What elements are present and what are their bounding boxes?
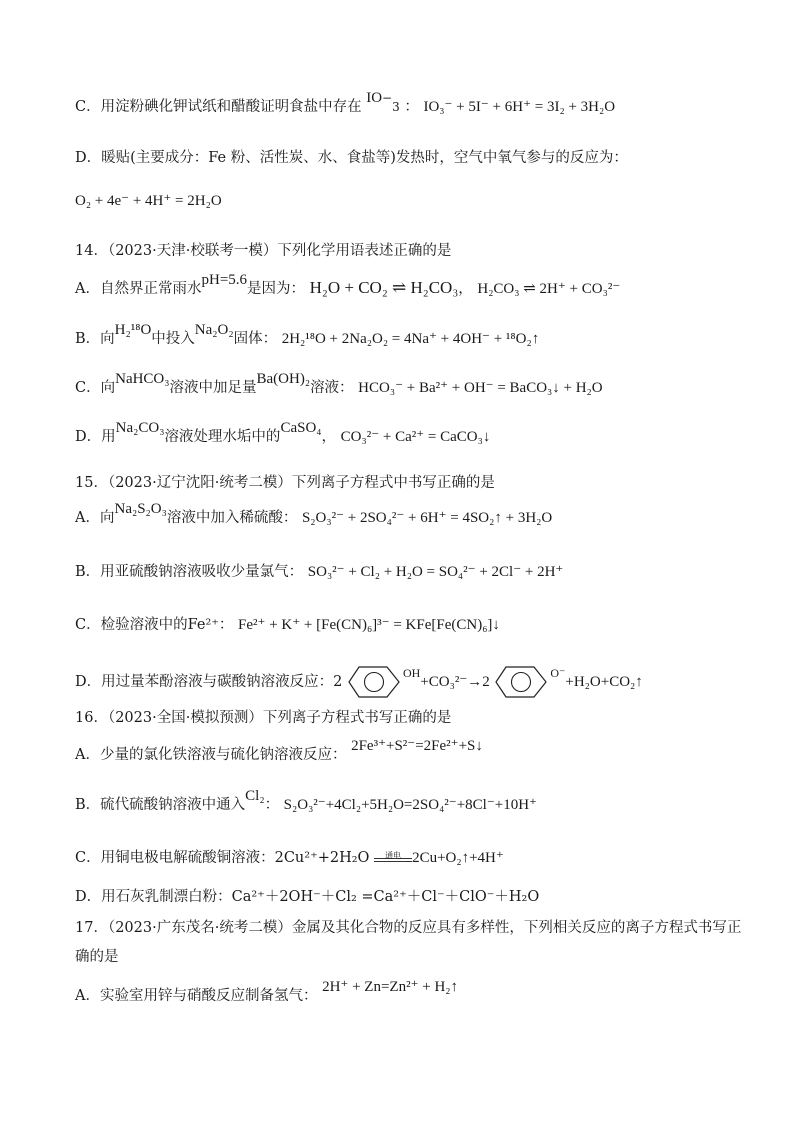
- iodate-formula: IO: [366, 90, 383, 106]
- equation-16c: 2Cu+O₂↑+4H⁺: [412, 850, 504, 866]
- option-13d: D．暖贴(主要成分：Fe 粉、活性炭、水、食盐等)发热时，空气中氧气参与的反应为：: [75, 150, 628, 166]
- option-15c: C．检验溶液中的Fe²⁺： Fe²⁺ + K⁺ + [Fe(CN)₆]³⁻ = KFe[Fe(CN)₆]↓: [75, 617, 500, 633]
- equation-13c: IO₃⁻ + 5I⁻ + 6H⁺ = 3I₂ + 3H₂O: [423, 99, 616, 115]
- question-17-line2: 确的是: [75, 949, 119, 965]
- equation-14d: CO₃²⁻ + Ca²⁺ = CaCO₃↓: [340, 429, 491, 445]
- option-16a: A．少量的氯化铁溶液与硫化钠溶液反应： 2Fe³⁺+S²⁻=2Fe²⁺+S↓: [75, 738, 483, 763]
- equation-15c: Fe²⁺ + K⁺ + [Fe(CN)₆]³⁻ = KFe[Fe(CN)₆]↓: [238, 617, 500, 633]
- option-16d: D．用石灰乳制漂白粉：Ca²⁺＋2OH⁻＋Cl₂ =Ca²⁺＋Cl⁻＋ClO⁻＋H₂O: [75, 889, 540, 905]
- option-14b: B．向H₂¹⁸O中投入Na₂O₂固体： 2H₂¹⁸O + 2Na₂O₂ = 4Na⁺ + 4OH⁻ + ¹⁸O₂↑: [75, 322, 540, 347]
- option-15b: B．用亚硫酸钠溶液吸收少量氯气： SO₃²⁻ + Cl₂ + H₂O = SO₄²⁻ + 2Cl⁻ + 2H⁺: [75, 564, 564, 580]
- benzene-ring-icon: [347, 664, 403, 700]
- option-15a: A．向Na₂S₂O₃溶液中加入稀硫酸： S₂O₃²⁻ + 2SO₄²⁻ + 6H⁺ = 4SO₂↑ + 3H₂O: [75, 501, 553, 526]
- option-14a: A．自然界正常雨水pH=5.6是因为： H₂O + CO₂ ⇌ H₂CO₃， H₂CO₃ ⇌ 2H⁺ + CO₃²⁻: [75, 272, 621, 297]
- option-16c: C．用铜电极电解硫酸铜溶液：2Cu²⁺+2H₂O 通电 2Cu+O₂↑+4H⁺: [75, 850, 504, 866]
- equation-14a-2: H₂CO₃ ⇌ 2H⁺ + CO₃²⁻: [477, 281, 621, 297]
- question-14: 14．（2023·天津·校联考一模）下列化学用语表述正确的是: [75, 243, 452, 259]
- option-14d: D．用Na₂CO₃溶液处理水垢中的CaSO₄， CO₃²⁻ + Ca²⁺ = CaCO₃↓: [75, 420, 491, 445]
- option-15d: D．用过量苯酚溶液与碳酸钠溶液反应：2 $^{OH}$+CO₃²⁻→2 $^{O^-}$+H₂O+CO₂↑: [75, 664, 643, 700]
- equation-14b: 2H₂¹⁸O + 2Na₂O₂ = 4Na⁺ + 4OH⁻ + ¹⁸O₂↑: [281, 331, 540, 347]
- equation-14c: HCO₃⁻ + Ba²⁺ + OH⁻ = BaCO₃↓ + H₂O: [358, 380, 603, 396]
- equation-15a: S₂O₃²⁻ + 2SO₄²⁻ + 6H⁺ = 4SO₂↑ + 3H₂O: [301, 510, 553, 526]
- option-13c: C．用淀粉碘化钾试纸和醋酸证明食盐中存在 IO−3 ： IO₃⁻ + 5I⁻ + 6H⁺ = 3I₂ + 3H₂O: [75, 90, 616, 115]
- question-16: 16．（2023·全国·模拟预测）下列离子方程式书写正确的是: [75, 710, 452, 726]
- question-17: 17．（2023·广东茂名·统考二模）金属及其化合物的反应具有多样性，下列相关反应的离子方程式书写正: [75, 920, 742, 936]
- equation-14a-1: H₂O + CO₂ ⇌ H₂CO₃: [309, 278, 459, 297]
- option-14c: C．向NaHCO₃溶液中加足量Ba(OH)₂溶液： HCO₃⁻ + Ba²⁺ + OH⁻ = BaCO₃↓ + H₂O: [75, 371, 603, 396]
- equation-15b: SO₃²⁻ + Cl₂ + H₂O = SO₄²⁻ + 2Cl⁻ + 2H⁺: [307, 564, 564, 580]
- question-15: 15．（2023·辽宁沈阳·统考二模）下列离子方程式中书写正确的是: [75, 475, 495, 491]
- option-16b: B．硫代硫酸钠溶液中通入Cl₂： S₂O₃²⁻+4Cl₂+5H₂O=2SO₄²⁻+8Cl⁻+10H⁺: [75, 788, 537, 813]
- equation-13d: O₂ + 4e⁻ + 4H⁺ = 2H₂O: [75, 193, 222, 209]
- equation-17a: 2H⁺ + Zn=Zn²⁺ + H₂↑: [322, 979, 459, 995]
- equation-16a: 2Fe³⁺+S²⁻=2Fe²⁺+S↓: [351, 738, 483, 754]
- equation-16b: S₂O₃²⁻+4Cl₂+5H₂O=2SO₄²⁻+8Cl⁻+10H⁺: [283, 797, 537, 813]
- benzene-ring-icon: [494, 664, 550, 700]
- option-17a: A．实验室用锌与硝酸反应制备氢气： 2H⁺ + Zn=Zn²⁺ + H₂↑: [75, 979, 459, 1004]
